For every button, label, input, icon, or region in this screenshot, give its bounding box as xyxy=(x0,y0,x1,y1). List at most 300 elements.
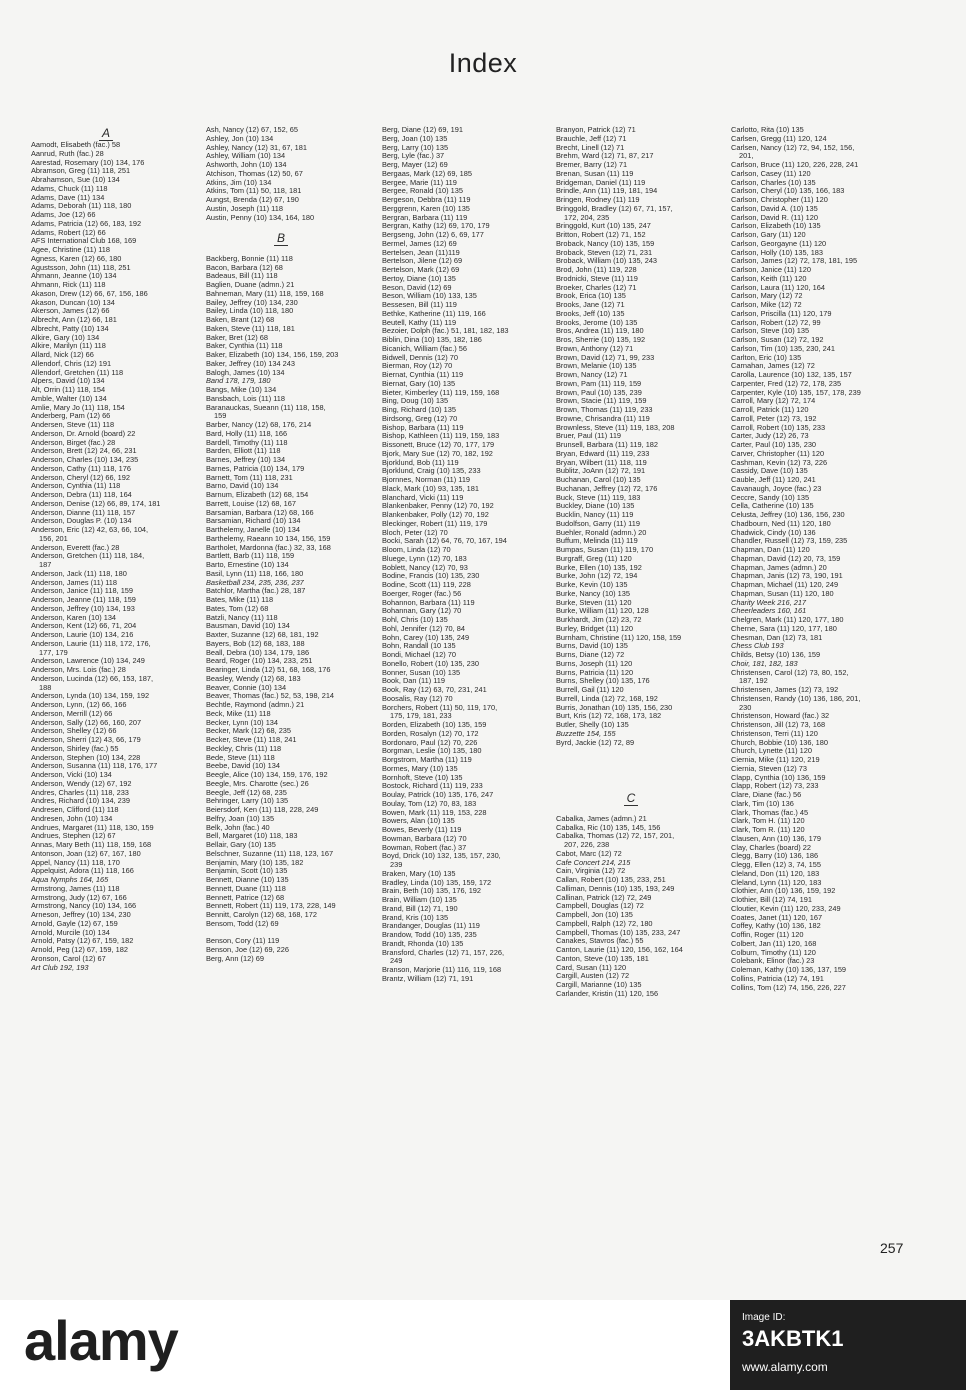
index-entry: Akerson, James (12) 66 xyxy=(31,307,110,316)
index-entry: Chesman, Dan (12) 73, 181 xyxy=(731,633,823,642)
index-entry: Burris, Jonathan (10) 135, 156, 230 xyxy=(556,703,673,712)
index-entry: Carlson, Mary (12) 72 xyxy=(731,292,803,301)
index-entry: Blankenbaker, Penny (12) 70, 192 xyxy=(382,502,494,511)
index-entry: Christensen, Randy (10) 136, 186, 201, xyxy=(731,694,861,703)
index-entry: Behringer, Larry (10) 135 xyxy=(206,797,289,806)
index-entry: Carroll, Patrick (11) 120 xyxy=(731,406,809,414)
index-entry: Cloutier, Kevin (11) 120, 233, 249 xyxy=(731,904,841,913)
index-entry: Bartlett, Barb (11) 118, 159 xyxy=(206,552,295,561)
index-entry-continuation: 188 xyxy=(39,683,52,692)
index-entry: Bing, Doug (10) 135 xyxy=(382,397,449,406)
index-entry: Bohannon, Barbara (11) 119 xyxy=(382,598,475,607)
index-entry: Cella, Catherine (10) 135 xyxy=(731,502,814,511)
index-entry: Carlson, Janice (11) 120 xyxy=(731,266,811,274)
index-entry: Clay, Charles (board) 22 xyxy=(731,843,811,852)
index-entry: Anderson, Jeanne (11) 118, 159 xyxy=(31,596,136,604)
index-entry: Becker, Steve (11) 118, 241 xyxy=(206,736,297,744)
index-entry: Bertelson, Mark (12) 69 xyxy=(382,266,460,274)
index-entry: Christenson, Jill (12) 73, 168 xyxy=(731,721,826,729)
index-entry: Card, Susan (11) 120 xyxy=(556,963,627,972)
index-entry: Anderson, Laurie (10) 134, 216 xyxy=(31,631,134,639)
index-entry: Church, Bobbie (10) 136, 180 xyxy=(731,738,828,747)
index-entry: Andres, Richard (10) 134, 239 xyxy=(31,797,131,806)
index-entry: Berggrenn, Karen (10) 135 xyxy=(382,204,470,213)
index-entry: Alt, Orrin (11) 118, 154 xyxy=(31,386,106,394)
index-entry: Brownless, Steve (11) 119, 183, 208 xyxy=(556,423,675,432)
index-entry: Barber, Nancy (12) 68, 176, 214 xyxy=(206,421,312,429)
index-entry: Burns, Diane (12) 72 xyxy=(556,651,625,659)
index-entry: Bohn, Carey (10) 135, 249 xyxy=(382,633,470,642)
index-entry: Bergaas, Mark (12) 69, 185 xyxy=(382,169,472,178)
index-entry: Batzli, Nancy (11) 118 xyxy=(206,613,278,622)
index-entry: Abrahamson, Sue (10) 134 xyxy=(31,176,120,184)
index-entry: Bensom, Todd (12) 69 xyxy=(206,919,279,928)
index-entry: Barnum, Elizabeth (12) 68, 154 xyxy=(206,491,309,499)
index-entry: Boosalis, Ray (12) 70 xyxy=(382,694,453,703)
index-entry: Blanchard, Vicki (11) 119 xyxy=(382,493,464,502)
index-entry: Carlson, Christopher (11) 120 xyxy=(731,196,828,204)
index-entry: Anderson, Debra (11) 118, 164 xyxy=(31,491,132,499)
index-entry: Andrues, Stephen (12) 67 xyxy=(31,832,116,841)
index-entry: Bradley, Linda (10) 135, 159, 172 xyxy=(382,878,492,887)
index-entry: Bergran, Kathy (12) 69, 170, 179 xyxy=(382,222,490,231)
index-entry: Carroll, Mary (12) 72, 174 xyxy=(731,397,816,406)
index-entry: Anderson, Cheryl (12) 66, 192 xyxy=(31,473,131,482)
index-entry: Chadbourn, Ned (11) 120, 180 xyxy=(731,519,831,528)
index-entry: Buehler, Ronald (admn.) 20 xyxy=(556,528,647,537)
index-entry: Annas, Mary Beth (11) 118, 159, 168 xyxy=(31,841,152,849)
index-entry: Brandt, Rhonda (10) 135 xyxy=(382,939,464,948)
index-entry: Barnett, Tom (11) 118, 231 xyxy=(206,473,293,482)
index-entry: Bryan, Wilbert (11) 118, 119 xyxy=(556,458,647,467)
index-entry: Birdsong, Greg (12) 70 xyxy=(382,414,458,423)
index-entry: Bremer, Barry (12) 71 xyxy=(556,161,628,169)
index-entry: Bleckinger, Robert (11) 119, 179 xyxy=(382,519,488,528)
index-entry: Brown, David (12) 71, 99, 233 xyxy=(556,353,655,362)
index-entry: Chess Club 193 xyxy=(731,642,784,651)
index-entry: Anderson, Cynthia (11) 118 xyxy=(31,482,121,491)
index-entry: Bennett, Robert (11) 119, 173, 228, 149 xyxy=(206,902,336,911)
index-entry: Atchison, Thomas (12) 50, 67 xyxy=(206,169,303,178)
index-entry-continuation: 172, 204, 235 xyxy=(564,213,610,222)
index-entry: Carlson, Robert (12) 72, 99 xyxy=(731,318,821,327)
index-entry: Bayers, Bob (12) 68, 183, 188 xyxy=(206,639,305,648)
index-entry: Carlson, Priscilla (11) 120, 179 xyxy=(731,309,832,318)
index-entry: Cabalka, Thomas (12) 72, 157, 201, xyxy=(556,832,675,841)
index-entry: Cargill, Marianne (10) 135 xyxy=(556,981,642,989)
index-entry: Blankenbaker, Polly (12) 70, 192 xyxy=(382,511,489,519)
index-entry: Baglien, Duane (admn.) 21 xyxy=(206,281,295,289)
index-entry: Anderson, Douglas P. (10) 134 xyxy=(31,517,132,526)
index-entry: Arnold, Patsy (12) 67, 159, 182 xyxy=(31,937,134,946)
index-entry: Brown, Pam (11) 119, 159 xyxy=(556,379,642,388)
index-entry: Carlson, Georgayne (11) 120 xyxy=(731,239,827,248)
index-entry: Bangs, Mike (10) 134 xyxy=(206,386,277,394)
index-entry: Becker, Lynn (10) 134 xyxy=(206,718,279,727)
index-entry: Burke, Kevin (10) 135 xyxy=(556,581,628,589)
index-entry: Clothier, Bill (12) 74, 191 xyxy=(731,896,812,904)
index-entry: Clapp, Cynthia (10) 136, 159 xyxy=(731,773,826,782)
index-entry: Adams, Deborah (11) 118, 180 xyxy=(31,202,132,211)
index-entry: Bergseng, John (12) 6, 69, 177 xyxy=(382,231,484,239)
index-entry: Choir, 181, 182, 183 xyxy=(731,659,798,668)
index-entry: Barto, Ernestine (10) 134 xyxy=(206,561,289,569)
index-entry: Bacon, Barbara (12) 68 xyxy=(206,263,283,272)
index-entry: Anderson, Janice (11) 118, 159 xyxy=(31,587,134,596)
index-entry: Branson, Marjorie (11) 116, 119, 168 xyxy=(382,966,502,974)
index-entry: Bonello, Robert (10) 135, 230 xyxy=(382,659,479,668)
index-entry: Bodine, Scott (11) 119, 228 xyxy=(382,581,471,589)
index-entry: Andersen, Steve (11) 118 xyxy=(31,421,115,429)
index-entry: Anderson, Gretchen (11) 118, 184, xyxy=(31,552,145,561)
index-entry: Budolfson, Garry (11) 119 xyxy=(556,519,640,528)
index-entry: Arnold, Murcile (10) 134 xyxy=(31,928,110,937)
index-entry: Carlson, Cheryl (10) 135, 166, 183 xyxy=(731,187,845,196)
index-entry: Bros, Sherrie (10) 135, 192 xyxy=(556,336,646,344)
index-entry: Berg, Lyle (fac.) 37 xyxy=(382,152,445,161)
index-entry: Bjorklund, Bob (11) 119 xyxy=(382,458,459,467)
index-entry: Bates, Mike (11) 118 xyxy=(206,596,274,604)
index-entry: Bethke, Katherine (11) 119, 166 xyxy=(382,309,486,318)
index-entry: Carlson, Casey (11) 120 xyxy=(731,169,811,178)
index-entry: Badeaus, Bill (11) 118 xyxy=(206,272,278,281)
index-entry: Carroll, Peter (12) 73, 192 xyxy=(731,414,817,423)
index-entry: Akason, Drew (12) 66, 67, 156, 186 xyxy=(31,289,148,298)
index-entry: Brown, Stacie (11) 119, 159 xyxy=(556,397,647,406)
index-entry: Bryan, Edward (11) 119, 233 xyxy=(556,449,650,458)
index-entry: Carlsen, Nancy (12) 72, 94, 152, 156, xyxy=(731,143,855,152)
index-entry: Bergeson, Debbra (11) 119 xyxy=(382,196,471,204)
index-entry: Christenson, Terri (11) 120 xyxy=(731,729,818,738)
index-entry: Brooks, Jane (12) 71 xyxy=(556,301,625,309)
section-letter-heading xyxy=(556,791,736,806)
index-entry: Brehm, Ward (12) 71, 87, 217 xyxy=(556,152,654,161)
index-entry: Becker, Mark (12) 68, 235 xyxy=(206,727,292,736)
index-entry: Carlson, Tim (10) 135, 230, 241 xyxy=(731,344,835,353)
index-entry: Clare, Diane (fac.) 56 xyxy=(731,791,802,799)
index-entry: Anderson, Kent (12) 66, 71, 204 xyxy=(31,622,137,631)
index-entry: Anderson, Sally (12) 66, 160, 207 xyxy=(31,718,142,727)
index-entry: Chapman, David (12) 20, 73, 159 xyxy=(731,554,841,563)
index-entry: Bruer, Paul (11) 119 xyxy=(556,432,622,441)
index-entry: Carter, Paul (10) 135, 230 xyxy=(731,441,817,449)
index-entry: Carlson, David A. (10) 135 xyxy=(731,204,818,213)
index-entry: Brooks, Jerome (10) 135 xyxy=(556,318,638,327)
index-entry: Campbell, Jon (10) 135 xyxy=(556,911,633,919)
spacer xyxy=(556,756,736,765)
index-entry: Balogh, James (10) 134 xyxy=(206,368,285,377)
index-entry: Cashman, Kevin (12) 73, 226 xyxy=(731,458,828,467)
index-entry: Beegle, Mrs. Charotte (sec.) 26 xyxy=(206,779,309,788)
index-entry: Callan, Robert (10) 135, 233, 251 xyxy=(556,876,666,884)
index-entry: Anderson, Shirley (fac.) 55 xyxy=(31,744,119,753)
index-entry: Carlander, Kristin (11) 120, 156 xyxy=(556,989,659,998)
index-entry: Bertelsen, Jean (11)119 xyxy=(382,248,460,257)
index-entry: Brenan, Susan (11) 119 xyxy=(556,169,634,178)
index-entry: Bordonaro, Paul (12) 70, 226 xyxy=(382,738,478,747)
index-entry: Anderson, Susanna (11) 118, 176, 177 xyxy=(31,762,158,771)
index-entry: Amlie, Mary Jo (11) 118, 154 xyxy=(31,403,125,412)
index-entry: Carlson, Laura (11) 120, 164 xyxy=(731,283,825,292)
index-entry: Agness, Karen (12) 66, 180 xyxy=(31,254,122,263)
index-entry: Brindle, Ann (11) 119, 181, 194 xyxy=(556,187,658,196)
index-entry: Bjornnes, Norman (11) 119 xyxy=(382,476,471,484)
index-entry-continuation: 239 xyxy=(390,861,403,869)
index-entry: Beard, Roger (10) 134, 233, 251 xyxy=(206,657,313,666)
index-entry: Burrell, Gail (11) 120 xyxy=(556,686,624,694)
index-entry: Cain, Virginia (12) 72 xyxy=(556,867,626,876)
index-entry: Berg, Mayer (12) 69 xyxy=(382,161,448,169)
index-entry-continuation: 177, 179 xyxy=(39,648,68,657)
index-entry: Bardell, Timothy (11) 118 xyxy=(206,438,288,447)
index-entry: Burgraff, Greg (11) 120 xyxy=(556,554,632,563)
index-entry: Buchanan, Jeffrey (12) 72, 176 xyxy=(556,484,658,493)
index-entry: Clark, Thomas (fac.) 45 xyxy=(731,808,809,817)
index-entry: Bergee, Ronald (10) 135 xyxy=(382,187,463,196)
index-entry: Cleland, Lynn (11) 120, 183 xyxy=(731,878,822,887)
index-entry: Baken, Steve (11) 118, 181 xyxy=(206,324,295,333)
index-entry-continuation: 207, 226, 238 xyxy=(564,841,610,849)
index-entry: Burke, John (12) 72, 194 xyxy=(556,572,638,581)
watermark-id: 3AKBTK1 xyxy=(742,1326,844,1351)
index-entry: Ahmann, Jeanne (10) 134 xyxy=(31,272,117,281)
index-entry: Burke, Steven (11) 120 xyxy=(556,598,632,607)
index-entry: Bennitt, Carolyn (12) 68, 168, 172 xyxy=(206,911,317,919)
index-entry: Biernat, Gary (10) 135 xyxy=(382,379,456,388)
index-entry: Clausen, Ann (10) 136, 179 xyxy=(731,834,821,843)
index-entry: Berg, Ann (12) 69 xyxy=(206,954,264,963)
index-entry: Ashley, William (10) 134 xyxy=(206,152,286,161)
index-entry: Bermel, James (12) 69 xyxy=(382,239,457,248)
index-entry: Bausman, David (10) 134 xyxy=(206,622,290,631)
index-entry: Albrecht, Patty (10) 134 xyxy=(31,324,109,333)
index-entry: Bublitz, JoAnn (12) 72, 191 xyxy=(556,467,646,476)
index-entry: Benjamin, Scott (10) 135 xyxy=(206,867,288,876)
index-entry: Bohannan, Gary (12) 70 xyxy=(382,607,462,616)
index-entry-continuation: 159 xyxy=(214,412,227,421)
index-entry: Ciernia, Steven (12) 73 xyxy=(731,764,807,773)
index-entry: Brand, Kris (10) 135 xyxy=(382,913,449,922)
index-entry: Carroll, Robert (10) 135, 233 xyxy=(731,423,826,432)
index-entry: Bennett, Patrice (12) 68 xyxy=(206,893,285,902)
index-entry: Brooks, Jeff (10) 135 xyxy=(556,309,625,318)
index-entry: Bechtle, Raymond (admn.) 21 xyxy=(206,701,305,709)
index-column-3 xyxy=(382,126,562,984)
index-entry: Barnes, Patricia (10) 134, 179 xyxy=(206,464,305,473)
index-entry: Adams, Patricia (12) 66, 183, 192 xyxy=(31,219,142,228)
index-entry: Carpenter, Fred (12) 72, 178, 235 xyxy=(731,379,842,388)
index-entry: Adams, Robert (12) 66 xyxy=(31,228,106,237)
index-entry: Brantz, William (12) 71, 191 xyxy=(382,974,474,983)
index-entry: Anderson, Lynn, (12) 66, 166 xyxy=(31,701,127,709)
index-entry: Bohl, Chris (10) 135 xyxy=(382,616,448,624)
index-entry: Boblett, Nancy (12) 70, 93 xyxy=(382,563,468,572)
index-entry: Brown, Thomas (11) 119, 233 xyxy=(556,406,653,414)
index-entry: Celusta, Jeffrey (10) 136, 156, 230 xyxy=(731,511,845,519)
index-entry: Brunsell, Barbara (11) 119, 182 xyxy=(556,441,659,449)
index-entry: Clark, Tom H. (11) 120 xyxy=(731,817,805,826)
index-entry: Burns, Patricia (11) 120 xyxy=(556,668,634,677)
index-entry: Black, Mark (10) 93, 135, 181 xyxy=(382,484,479,493)
index-entry: Clark, Tom R. (11) 120 xyxy=(731,826,805,834)
index-entry: Clapp, Robert (12) 73, 233 xyxy=(731,782,819,791)
index-entry: Albrecht, Ann (12) 66, 181 xyxy=(31,316,117,324)
index-entry: Alkire, Gary (10) 134 xyxy=(31,333,100,342)
index-entry: Bierman, Roy (12) 70 xyxy=(382,362,453,371)
index-entry: Anderson, Eric (12) 42, 63, 66, 104, xyxy=(31,526,149,534)
index-entry: Barthelemy, Raeann 10 134, 156, 159 xyxy=(206,534,331,543)
index-entry: Bishop, Kathleen (11) 119, 159, 183 xyxy=(382,432,500,441)
index-entry: Bluege, Lynn (12) 70, 183 xyxy=(382,554,467,563)
index-entry: Barrett, Louise (12) 68, 167 xyxy=(206,499,296,508)
index-entry: Baken, Brant (12) 68 xyxy=(206,316,275,324)
index-entry: Cabalka, James (admn.) 21 xyxy=(556,814,647,823)
index-entry: Christensen, Carol (12) 73, 80, 152, xyxy=(731,668,849,677)
index-entry: Anderson, Merrill (12) 66 xyxy=(31,709,113,718)
index-entry: Boulay, Tom (12) 70, 83, 183 xyxy=(382,799,477,808)
index-entry: Aungst, Brenda (12) 67, 190 xyxy=(206,196,299,204)
index-entry: Britton, Robert (12) 71, 152 xyxy=(556,231,646,239)
index-entry: Austin, Joseph (11) 118 xyxy=(206,204,283,213)
index-entry: Coleman, Kathy (10) 136, 137, 159 xyxy=(731,966,847,974)
index-entry: Bocki, Sarah (12) 64, 76, 70, 167, 194 xyxy=(382,537,507,546)
index-column-4 xyxy=(556,126,736,999)
index-entry-continuation: 249 xyxy=(390,957,403,966)
index-entry: AFS International Club 168, 169 xyxy=(31,237,137,246)
index-entry: Baker, Bret (12) 68 xyxy=(206,333,269,342)
index-entry: Armstrong, Judy (12) 67, 166 xyxy=(31,893,127,902)
index-entry: Anderson, Lynda (10) 134, 159, 192 xyxy=(31,692,150,701)
index-entry: Anderson, Dr. Arnold (board) 22 xyxy=(31,429,136,438)
index-entry: Anderson, Karen (10) 134 xyxy=(31,613,117,622)
index-entry: Cargill, Austen (12) 72 xyxy=(556,972,630,981)
index-entry: Allendorf, Chris (12) 191 xyxy=(31,359,112,368)
index-entry: Clark, Tim (10) 136 xyxy=(731,799,794,808)
index-entry-continuation: 187, 192 xyxy=(739,677,768,686)
index-entry: Brown, Melanie (10) 135 xyxy=(556,362,637,371)
index-entry: Bohl, Jennifer (12) 70, 84 xyxy=(382,624,465,633)
index-entry: Carter, Judy (12) 26, 73 xyxy=(731,432,809,441)
index-entry: Adams, Chuck (11) 118 xyxy=(31,184,108,193)
index-entry: Andres, Charles (11) 118, 233 xyxy=(31,788,129,797)
index-entry: Anderson, Denise (12) 66, 89, 174, 181 xyxy=(31,499,161,508)
index-entry: Burrell, Linda (12) 72, 168, 192 xyxy=(556,694,658,703)
index-entry: Antonson, Joan (12) 67, 167, 180 xyxy=(31,849,141,858)
index-entry: Aqua Nymphs 164, 165 xyxy=(31,876,109,884)
index-entry: Anderson, Dianne (11) 118, 157 xyxy=(31,508,136,517)
section-letter: B xyxy=(274,231,288,246)
index-entry: Colbert, Jan (11) 120, 168 xyxy=(731,939,817,948)
index-entry: Bormes, Mary (10) 135 xyxy=(382,764,458,773)
index-entry: Anderson, Birget (fac.) 28 xyxy=(31,438,116,447)
index-entry: Branyon, Patrick (12) 71 xyxy=(556,126,636,134)
index-entry: Bailey, Linda (10) 118, 180 xyxy=(206,307,294,316)
index-entry: Braken, Mary (10) 135 xyxy=(382,869,456,878)
index-entry: Beiersdorf, Ken (11) 118, 228, 249 xyxy=(206,806,319,814)
index-entry: Beaver, Thomas (fac.) 52, 53, 198, 214 xyxy=(206,692,335,701)
index-entry: Biblin, Dina (10) 135, 182, 186 xyxy=(382,336,482,344)
index-entry: Arneson, Jeffrey (10) 134, 230 xyxy=(31,911,131,919)
index-entry: Baker, Jeffrey (10) 134 243 xyxy=(206,359,296,368)
index-entry: Brod, John (11) 119, 228 xyxy=(556,266,637,274)
index-entry: Bellair, Gary (10) 135 xyxy=(206,841,276,849)
index-entry: Anderberg, Pam (12) 66 xyxy=(31,412,111,421)
index-entry: Brain, William (10) 135 xyxy=(382,896,457,904)
index-entry-continuation: 230 xyxy=(739,703,752,712)
index-entry: Cheerleaders 160, 161 xyxy=(731,607,807,616)
index-entry: Agustsson, John (11) 118, 251 xyxy=(31,263,131,272)
spacer xyxy=(556,782,736,791)
index-entry: Bohn, Randall (10 135 xyxy=(382,642,456,651)
index-entry: Anderson, Mrs. Lois (fac.) 28 xyxy=(31,666,126,674)
index-entry: Clegg, Ellen (12) 3, 74, 155 xyxy=(731,861,821,869)
index-entry: Bjork, Mary Sue (12) 70, 182, 192 xyxy=(382,449,493,458)
index-entry: Baranauckas, Sueann (11) 118, 158, xyxy=(206,403,326,412)
index-entry: Arnold, Gayle (12) 67, 159 xyxy=(31,919,118,928)
index-entry: Carlson, Keith (11) 120 xyxy=(731,274,807,283)
index-entry: Brand, Bill (12) 71, 190 xyxy=(382,904,458,913)
index-entry: Bowman, Barbara (12) 70 xyxy=(382,834,467,843)
index-entry: Coates, Janet (11) 120, 167 xyxy=(731,913,823,922)
index-entry: Beck, Mike (11) 118 xyxy=(206,709,271,718)
index-entry-continuation: 175, 179, 181, 233 xyxy=(390,712,452,721)
index-entry: Chandler, Russell (12) 73, 159, 235 xyxy=(731,537,848,546)
index-entry: Anderson, Brett (12) 24, 66, 231 xyxy=(31,447,137,456)
index-entry: Carver, Christopher (11) 120 xyxy=(731,449,825,458)
index-entry: Brown, Anthony (12) 71 xyxy=(556,344,634,353)
index-entry: Appelquist, Adora (11) 118, 166 xyxy=(31,867,134,876)
index-entry: Andresen, Clifford (11) 118 xyxy=(31,806,119,814)
index-entry: Christenson, Howard (fac.) 32 xyxy=(731,712,830,721)
index-entry: Bertoy, Diane (10) 135 xyxy=(382,274,456,283)
index-entry: Bates, Tom (12) 68 xyxy=(206,604,269,613)
index-entry: Bloch, Peter (12) 70 xyxy=(382,528,448,537)
index-entry: Anderson, Lucinda (12) 66, 153, 187, xyxy=(31,674,154,683)
index-entry: Bonner, Susan (10) 135 xyxy=(382,668,461,677)
index-entry: Atkins, Tom (11) 50, 118, 181 xyxy=(206,187,302,196)
index-entry: Burke, William (11) 120, 128 xyxy=(556,607,649,616)
index-entry: Art Club 192, 193 xyxy=(31,963,89,972)
index-entry: Broback, Nancy (10) 135, 159 xyxy=(556,239,655,248)
index-entry: Carlson, James (12) 72, 178, 181, 195 xyxy=(731,257,858,266)
index-entry: Bissonett, Bruce (12) 70, 177, 179 xyxy=(382,441,495,449)
index-entry: Anderson, Charles (10) 134, 235 xyxy=(31,456,139,464)
index-entry: Carlson, Susan (12) 72, 192 xyxy=(731,336,824,344)
spacer xyxy=(556,747,736,756)
index-entry: Bartholet, Mardonna (fac.) 32, 33, 168 xyxy=(206,543,331,552)
index-entry: Cafe Concert 214, 215 xyxy=(556,858,631,867)
index-entry: Bornhoft, Steve (10) 135 xyxy=(382,773,463,782)
spacer xyxy=(556,765,736,774)
index-entry: Bransford, Charles (12) 71, 157, 226, xyxy=(382,948,505,957)
section-letter: A xyxy=(99,126,113,141)
index-entry: Aronson, Carol (12) 67 xyxy=(31,954,106,963)
index-entry: Carlson, Elizabeth (10) 135 xyxy=(731,222,821,231)
index-entry: Beaver, Connie (10) 134 xyxy=(206,683,287,692)
index-entry: Burt, Kris (12) 72, 168, 173, 182 xyxy=(556,712,662,721)
index-entry: Buckley, Diane (10) 135 xyxy=(556,502,635,511)
index-entry: Batchlor, Martha (fac.) 28, 187 xyxy=(206,587,306,596)
index-entry: Browne, Chrisandra (11) 119 xyxy=(556,414,650,423)
spacer xyxy=(556,774,736,783)
index-entry: Abramson, Greg (11) 118, 251 xyxy=(31,167,131,176)
index-entry: Armstrong, Nancy (10) 134, 166 xyxy=(31,902,137,911)
index-entry: Burke, Ellen (10) 135, 192 xyxy=(556,563,642,572)
index-entry: Cleland, Don (11) 120, 183 xyxy=(731,869,820,878)
index-entry: Agee, Christine (11) 118 xyxy=(31,246,111,254)
index-entry: Broback, Steven (12) 71, 231 xyxy=(556,248,653,257)
index-entry: Akason, Duncan (10) 134 xyxy=(31,298,115,307)
